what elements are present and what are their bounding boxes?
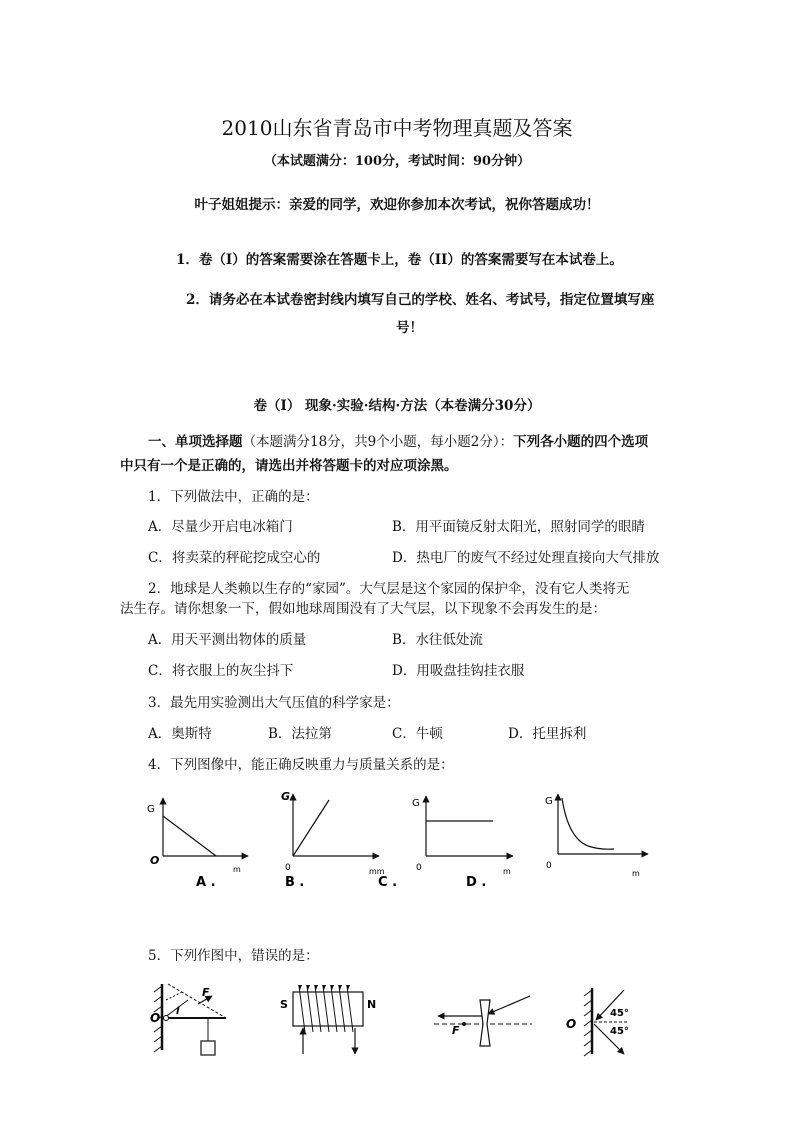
south-pole: S [280, 998, 288, 1011]
q5-figure-lens [430, 980, 540, 1058]
y-axis-label: G [412, 798, 420, 809]
section-intro-line1 [148, 430, 648, 450]
note-2-line1: 2．请务必在本试卷密封线内填写自己的学校、姓名、考试号，指定位置填写座 [186, 292, 655, 308]
q3-option-b: B．法拉第 [268, 726, 332, 742]
note-2-line2: 号！ [396, 320, 423, 336]
q3-stem: 3．最先用实验测出大气压值的科学家是： [148, 695, 400, 711]
q1-option-a: A．尽量少开启电冰箱门 [148, 519, 293, 535]
q5-figure-lever [140, 978, 240, 1060]
section-intro-bold: 一、单项选择题 [148, 434, 243, 450]
y-axis-label: G [281, 790, 291, 803]
pivot [164, 1016, 169, 1021]
q3-option-a: A．奥斯特 [148, 726, 212, 742]
origin-label: 0 [285, 863, 291, 873]
q4-graph-a [140, 788, 260, 888]
welcome-tip: 叶子姐姐提示：亲爱的同学，欢迎你参加本次考试，祝你答题成功！ [194, 197, 600, 213]
q5-stem: 5．下列作图中，错误的是： [148, 948, 319, 964]
q2-option-b: B．水往低处流 [392, 632, 483, 648]
option-label: D . [466, 875, 487, 890]
pivot-label: O [150, 1011, 161, 1025]
q2-stem-line2: 法生存。请你想象一下，假如地球周围没有了大气层，以下现象不会再发生的是： [120, 601, 606, 617]
x-axis-label: m [503, 867, 511, 876]
q4-stem: 4．下列图像中，能正确反映重力与质量关系的是： [148, 757, 454, 773]
option-label: B . [285, 875, 305, 890]
section-intro-normal: （本题满分18分，共9个小题，每小题2分）： [242, 434, 514, 450]
option-label: A . [196, 875, 216, 890]
page-title: 2010山东省青岛市中考物理真题及答案 [221, 116, 573, 140]
origin-label: 0 [546, 861, 552, 871]
weight-block [201, 1041, 215, 1055]
x-axis-label: m [632, 869, 640, 878]
q2-option-a: A．用天平测出物体的质量 [148, 632, 307, 648]
arm-label: l [176, 1006, 180, 1017]
note-1: 1．卷（I）的答案需要涂在答题卡上，卷（II）的答案需要写在本试卷上。 [176, 252, 623, 268]
force-arm [166, 992, 182, 1000]
section-title: 卷（Ⅰ） 现象·实验·结构·方法（本卷满分30分） [253, 398, 541, 414]
winding-arrows [298, 985, 350, 990]
q1-option-b: B．用平面镜反射太阳光，照射同学的眼睛 [392, 519, 645, 535]
option-label: C . [378, 875, 398, 890]
q2-option-c: C．将衣服上的灰尘抖下 [148, 663, 294, 679]
north-pole: N [367, 998, 377, 1011]
incident-ray [488, 996, 530, 1014]
q4-graph-c [378, 788, 525, 890]
exam-info: （本试题满分：100分，考试时间：90分钟） [263, 154, 531, 169]
focus-label: F [452, 1024, 460, 1037]
angle-label-2: 45° [610, 1026, 629, 1037]
q5-figure-solenoid [275, 978, 385, 1060]
section-intro-line2: 中只有一个是正确的，请选出并将答题卡的对应项涂黑。 [120, 458, 458, 474]
q1-stem: 1．下列做法中，正确的是： [148, 489, 319, 505]
x-axis-label: mm [369, 867, 385, 876]
q5-figure-mirror [562, 984, 662, 1064]
q1-option-d: D．热电厂的废气不经过处理直接向大气排放 [392, 550, 660, 566]
q1-option-c: C．将卖菜的秤砣挖成空心的 [148, 550, 321, 566]
q2-stem-line1: 2．地球是人类赖以生存的“家园”。大气层是这个家园的保护伞，没有它人类将无 [148, 581, 630, 597]
section-intro-bold2: 下列各小题的四个选项 [513, 434, 649, 450]
q2-option-d: D．用吸盘挂钩挂衣服 [392, 663, 525, 679]
origin-label: O [150, 854, 160, 867]
data-line [163, 816, 216, 856]
data-line [293, 800, 329, 856]
data-curve [562, 798, 614, 849]
q3-option-c: C．牛顿 [392, 726, 443, 742]
origin-label: 0 [416, 863, 422, 873]
y-axis-label: G [545, 796, 553, 807]
focus-point [462, 1022, 466, 1026]
concave-lens [480, 1000, 490, 1046]
q4-graph-d [466, 788, 660, 890]
incidence-point-label: O [566, 1017, 577, 1031]
force-label: F [202, 986, 210, 999]
q3-option-d: D．托里拆利 [508, 726, 587, 742]
q4-graph-b [275, 788, 398, 890]
angle-label-1: 45° [610, 1008, 629, 1019]
y-axis-label: G [147, 804, 155, 815]
x-axis-label: m [233, 865, 241, 874]
